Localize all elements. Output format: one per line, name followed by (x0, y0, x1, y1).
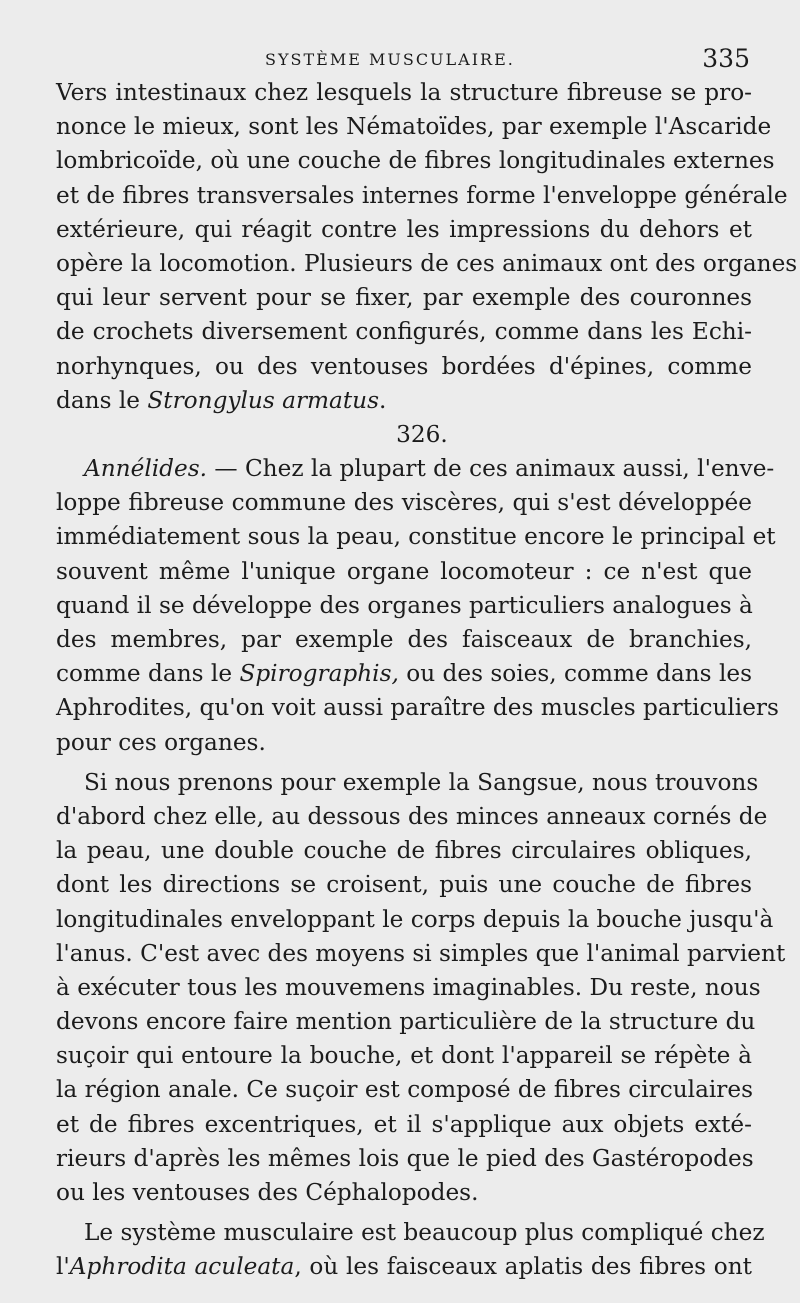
page-number: 335 (702, 44, 750, 73)
text-line: ou les ventouses des Céphalopodes. (56, 1179, 479, 1206)
text-line: Si nous prenons pour exemple la Sangsue, nous trouvons (84, 768, 759, 796)
species-name: Strongylus armatus (147, 386, 380, 414)
text-line (56, 657, 752, 691)
text-line (56, 452, 775, 486)
text-line: de crochets diversement configurés, comme dans les Echi- (56, 318, 752, 346)
text-fragment: comme dans le (56, 660, 240, 688)
text-fragment: l' (56, 1253, 70, 1281)
text-line: loppe fibreuse commune des viscères, qui s'est développée (56, 489, 752, 517)
text-line: l'anus. C'est avec des moyens si simples que l'animal parvient (56, 939, 786, 967)
text-line: longitudinales enveloppant le corps depuis la bouche jusqu'à (56, 905, 774, 933)
body-text (56, 76, 798, 1285)
text-line: Vers intestinaux chez lesquels la structure fibreuse se pro- (56, 79, 752, 106)
text-fragment: — Chez la plupart de ces animaux aussi, l'enve- (207, 455, 775, 483)
text-line: norhynques, ou des ventouses bordées d'épines, comme (56, 352, 752, 380)
text-line: opère la locomotion. Plusieurs de ces animaux ont des organes (56, 249, 798, 277)
text-fragment: ou des soies, comme dans les (398, 660, 752, 688)
text-line: la peau, une double couche de fibres circulaires obliques, (56, 837, 752, 865)
text-line: d'abord chez elle, au dessous des minces anneaux cornés de (56, 802, 768, 830)
running-head (60, 44, 750, 76)
text-line: nonce le mieux, sont les Nématoïdes, par exemple l'Ascaride (56, 113, 772, 141)
text-line: souvent même l'unique organe locomoteur : ce n'est que (56, 557, 752, 585)
text-line: rieurs d'après les mêmes lois que le pied des Gastéropodes (56, 1144, 754, 1172)
text-line: qui leur servent pour se fixer, par exemple des couronnes (56, 284, 752, 312)
text-line: Le système musculaire est beaucoup plus compliqué chez (84, 1219, 765, 1247)
text-line: la région anale. Ce suçoir est composé de fibres circulaires (56, 1076, 754, 1104)
text-line (56, 1250, 752, 1284)
text-line (56, 384, 752, 418)
text-fragment: . (379, 386, 387, 414)
text-fragment: dans le (56, 386, 148, 414)
text-line: des membres, par exemple des faisceaux de branchies, (56, 626, 752, 653)
text-line: Aphrodites, qu'on voit aussi paraître des muscles particuliers (56, 694, 779, 722)
text-fragment: , où les faisceaux aplatis des fibres ont (294, 1253, 752, 1281)
running-title: SYSTÈME MUSCULAIRE. (265, 50, 515, 69)
text-line: et de fibres excentriques, et il s'applique aux objets exté- (56, 1110, 752, 1138)
species-name: Aphrodita aculeata (69, 1253, 295, 1281)
text-line: pour ces organes. (56, 728, 266, 756)
text-line: suçoir qui entoure la bouche, et dont l'appareil se répète à (56, 1042, 752, 1070)
text-line: immédiatement sous la peau, constitue encore le principal et (56, 523, 776, 551)
section-number: 326. (396, 420, 448, 448)
text-line: quand il se développe des organes particuliers analogues à (56, 591, 753, 619)
text-line: à exécuter tous les mouvemens imaginables. Du reste, nous (56, 973, 761, 1001)
species-name: Spirographis, (239, 660, 399, 688)
text-line: dont les directions se croisent, puis une couche de fibres (56, 871, 752, 899)
text-line: extérieure, qui réagit contre les impressions du dehors et (56, 215, 752, 243)
text-line: et de fibres transversales internes forme l'enveloppe générale (56, 181, 788, 209)
section-lead: Annélides. (84, 455, 208, 483)
text-line: lombricoïde, où une couche de fibres longitudinales externes (56, 147, 775, 175)
text-line: devons encore faire mention particulière de la structure du (56, 1008, 756, 1036)
